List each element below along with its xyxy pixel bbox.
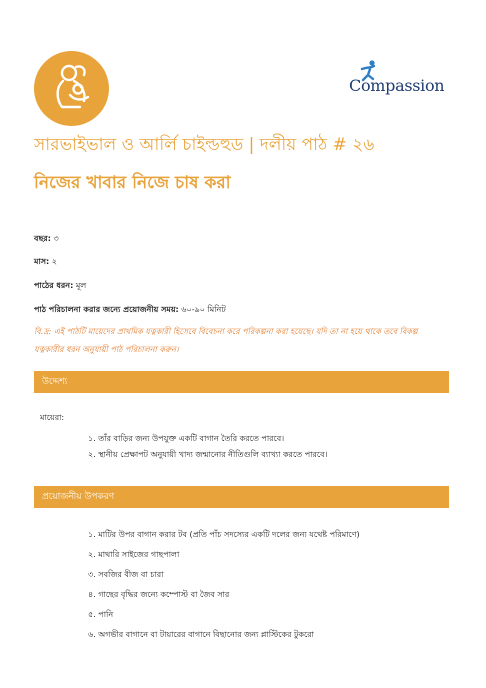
- brand-name: Compassion: [349, 76, 445, 95]
- meta-lesson-type: [34, 280, 86, 293]
- meta-value: ২: [49, 257, 57, 266]
- list-item: ৩. সবজির বীজ বা চারা: [88, 570, 164, 579]
- lesson-title: নিজের খাবার নিজে চাষ করা: [34, 173, 231, 193]
- list-item: ৫. পানি: [88, 610, 114, 619]
- meta-label: পাঠের ধরন:: [34, 281, 74, 290]
- lesson-logo: [34, 51, 109, 126]
- materials-heading: প্রয়োজনীয় উপকরণ: [34, 486, 449, 508]
- compassion-logo: [349, 60, 449, 100]
- mother-child-icon: [34, 51, 109, 126]
- lesson-note: বি.দ্র: এই পাঠটি মায়েদের প্রাথমিক যত্নকারী হিসেবে বিবেচনা করে পরিকল্পনা করা হয়েছে। যদি তা না হয়ে থাকে তবে বিকল্প যত্নকারীর ধরন অনুযায়ী পাঠ পরিচালনা করুন।: [34, 327, 418, 354]
- meta-value: ৬০-৯০ মিনিট: [178, 305, 226, 314]
- list-item: ২. মাথারি সাইজের গাছপালা: [88, 550, 180, 559]
- meta-label: পাঠ পরিচালনা করার জন্যে প্রয়োজনীয় সময়:: [34, 305, 179, 314]
- meta-label: মাস:: [34, 257, 50, 266]
- list-item: ১. মাটির উপর বাগান করার টব (প্রতি পাঁচ সদস্যের একটি দলের জন্য যথেষ্ট পরিমাণে): [88, 530, 360, 539]
- list-item: ২. স্থানীয় প্রেক্ষাপট অনুযায়ী খাদ্য জন্মানোর নীতিগুলি ব্যাখ্যা করতে পারবে।: [88, 450, 328, 459]
- objectives-intro: মায়েরা:: [40, 413, 65, 422]
- meta-value: ৩: [50, 234, 59, 243]
- list-item: ১. তাঁর বাড়ির জন্য উপযুক্ত একটি বাগান তৈরি করতে পারবে।: [88, 434, 285, 443]
- meta-label: বছর:: [34, 234, 51, 243]
- objectives-heading: উদ্দেশ্য: [34, 371, 449, 393]
- meta-duration: [34, 304, 226, 317]
- meta-year: [34, 233, 59, 246]
- list-item: ৪. গাছের বৃদ্ধির জন্যে কম্পোস্ট বা জৈব সার: [88, 590, 230, 599]
- meta-value: মূল: [73, 281, 87, 290]
- list-item: ৬. অগভীর বাগানে বা টায়ারের বাগানে বিছানোর জন্য প্লাস্টিকের টুকরো: [88, 630, 314, 639]
- series-title: সারভাইভাল ও আর্লি চাইল্ডহুড | দলীয় পাঠ # ২৬: [34, 135, 375, 155]
- meta-month: [34, 256, 57, 269]
